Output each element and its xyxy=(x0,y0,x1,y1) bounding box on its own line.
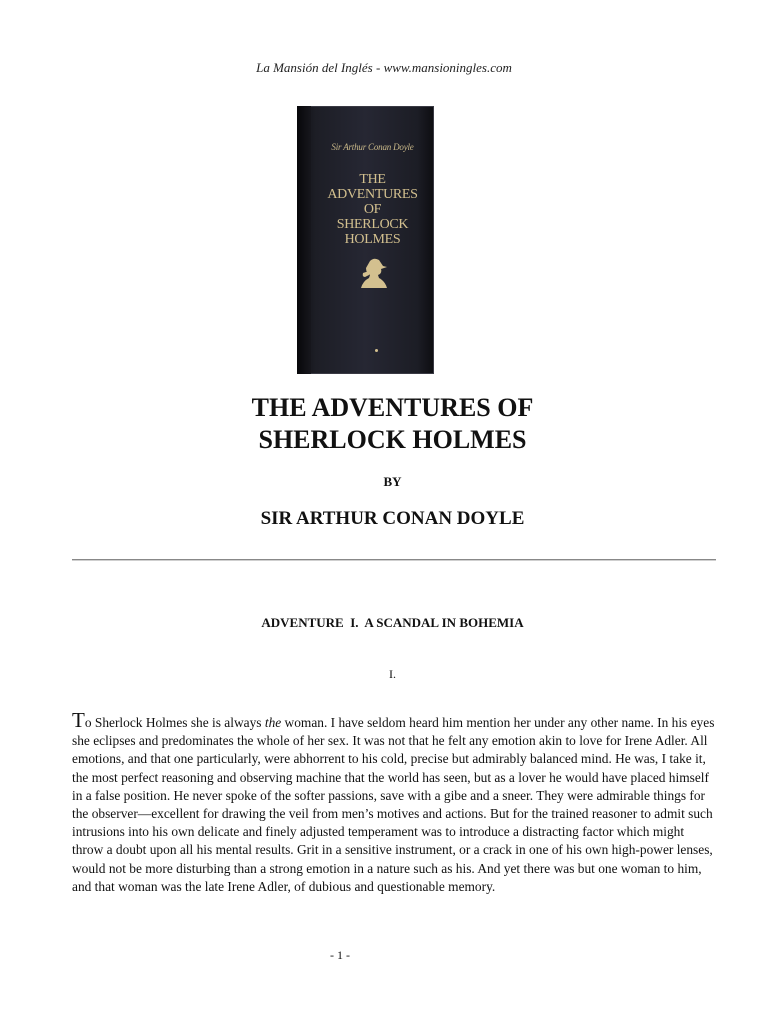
cover-title xyxy=(311,172,434,247)
body-paragraph xyxy=(72,708,716,896)
book-title-line: SHERLOCK HOLMES xyxy=(258,425,527,454)
cover-ornament-dot xyxy=(375,349,378,352)
chapter-heading: ADVENTURE I. A SCANDAL IN BOHEMIA xyxy=(261,615,524,630)
page-header: La Mansión del Inglés - www.mansioningles.com xyxy=(256,60,512,75)
book-title xyxy=(0,392,768,456)
drop-cap: T xyxy=(72,708,85,732)
cover-title-line: ADVENTURES xyxy=(327,187,418,202)
cover-title-line: HOLMES xyxy=(344,232,401,247)
section-number: I. xyxy=(389,667,396,681)
emphasized-word: the xyxy=(264,715,282,730)
cover-spine-band xyxy=(297,106,311,374)
horizontal-divider xyxy=(72,559,716,561)
cover-title-line: THE xyxy=(359,172,386,187)
book-cover-image xyxy=(297,106,434,374)
book-title-line: THE ADVENTURES OF xyxy=(251,393,534,422)
page-number: - 1 - xyxy=(330,948,350,962)
book-author: SIR ARTHUR CONAN DOYLE xyxy=(260,508,525,529)
cover-title-line: OF xyxy=(363,202,382,217)
paragraph-text: woman. I have seldom heard him mention her under any other name. In his eyes she eclipses and predominates the whole of her sex. It was not that he felt any emotion akin to love for Irene Adler. All emotions, and that one particularly, were abhorrent to his cold, precise but admirably balanced mind. He was, I take it, the most perfect reasoning and observing machine that the world has seen, but as a lover he would have placed himself in a false position. He never spoke of the softer passions, save with a gibe and a sneer. They were admirable things for the observer—excellent for drawing the veil from men’s motives and actions. But for the trained reasoner to admit such intrusions into his own delicate and finely adjusted temperament was to introduce a distracting factor which might throw a doubt upon all his mental results. Grit in a sensitive instrument, or a crack in one of his own high-power lenses, would not be more disturbing than a strong emotion in a nature such as his. And yet there was but one woman to him, and that woman was the late Irene Adler, of dubious and questionable memory. xyxy=(72,715,715,894)
cover-title-line: SHERLOCK xyxy=(336,217,409,232)
paragraph-text: o Sherlock Holmes she is always xyxy=(84,715,265,730)
byline-label: BY xyxy=(383,474,402,489)
sherlock-silhouette-icon xyxy=(357,254,391,290)
cover-author: Sir Arthur Conan Doyle xyxy=(331,142,414,152)
